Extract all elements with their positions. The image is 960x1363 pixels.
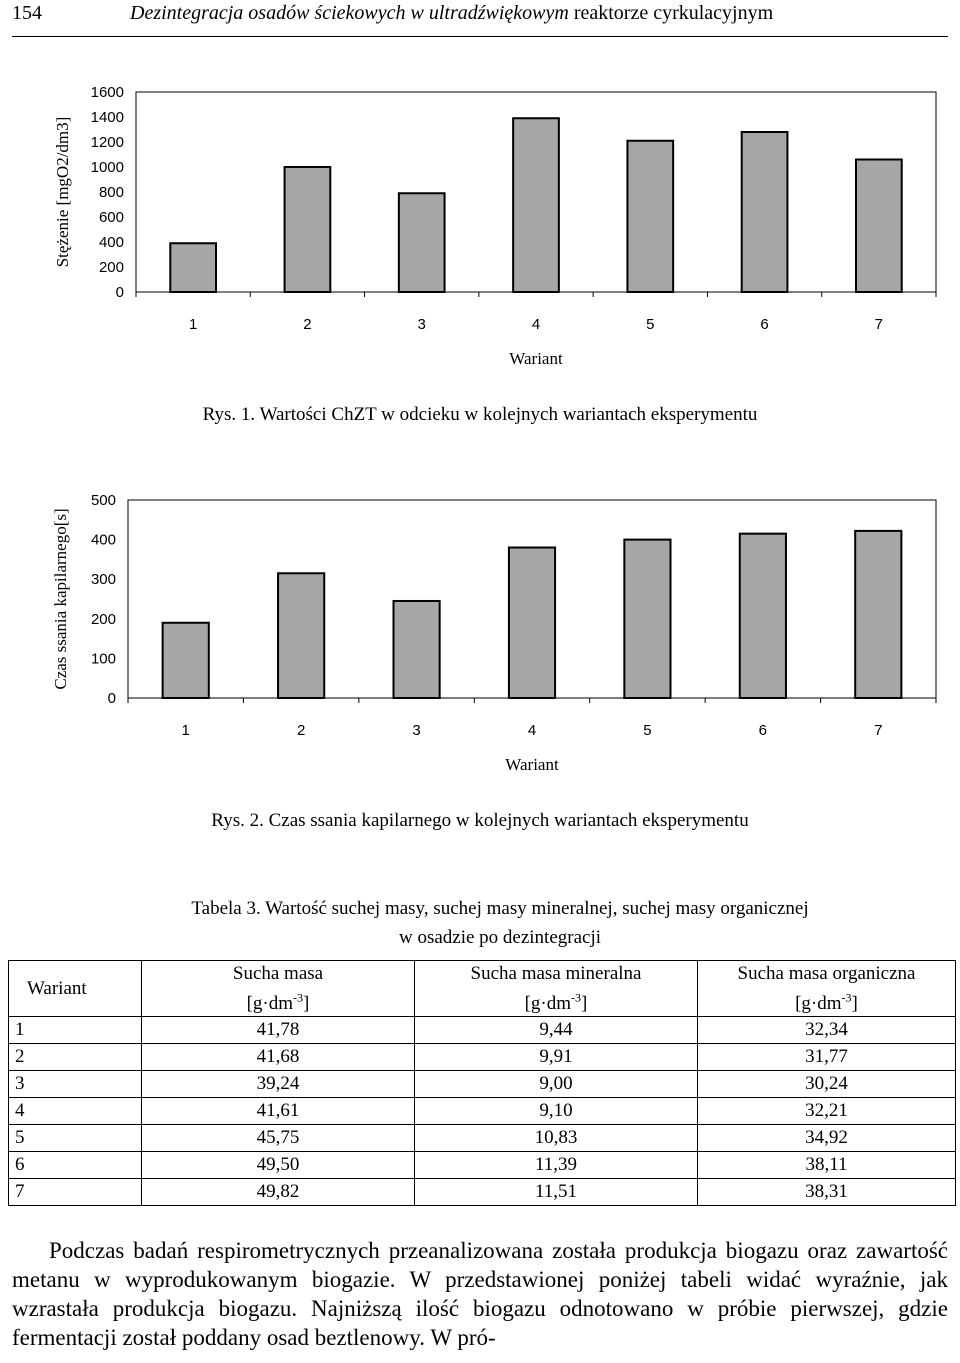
bar xyxy=(740,534,786,698)
col3-unit: $[g\cdot dm^{-3}]$ xyxy=(795,991,858,1015)
cell-organiczna: 32,21 xyxy=(698,1098,956,1125)
bar xyxy=(624,540,670,698)
x-tick-label: 7 xyxy=(874,722,883,739)
y-axis-title: Stężenie [mgO2/dm3] xyxy=(53,116,72,268)
x-tick-label: 6 xyxy=(758,722,768,739)
running-title-italic: Dezintegracja osadów ściekowych w ultradźwiękowym xyxy=(130,2,569,24)
bar xyxy=(856,160,902,293)
x-axis-title: Wariant xyxy=(505,755,559,774)
y-tick-label: 400 xyxy=(98,234,124,251)
table-caption xyxy=(120,894,880,952)
x-tick-label: 2 xyxy=(303,316,312,333)
y-tick-label: 0 xyxy=(107,690,116,707)
cell-mineralna: 9,10 xyxy=(415,1098,698,1125)
bar xyxy=(627,141,673,292)
x-tick-label: 5 xyxy=(643,722,652,739)
y-tick-label: 200 xyxy=(90,610,116,628)
bar xyxy=(509,548,555,698)
x-tick-label: 4 xyxy=(527,722,537,739)
x-tick-label: 1 xyxy=(181,722,190,739)
col1-unit: $[g\cdot dm^{-3}]$ xyxy=(246,991,310,1015)
cell-sucha-masa: 41,78 xyxy=(142,1017,415,1044)
cell-organiczna: 31,77 xyxy=(698,1044,956,1071)
cell-mineralna: 11,39 xyxy=(415,1152,698,1179)
col-header-wariant: Wariant xyxy=(9,961,142,1017)
table-caption-line2: w osadzie po dezintegracji xyxy=(398,927,602,948)
col-header-sucha-masa-organiczna xyxy=(698,961,956,1017)
bar xyxy=(742,132,788,292)
figure-1-caption: Rys. 1. Wartości ChZT w odcieku w kolejnych wariantach eksperymentu xyxy=(202,404,758,425)
y-tick-label: 300 xyxy=(90,571,116,589)
cell-organiczna: 30,24 xyxy=(698,1071,956,1098)
y-tick-label: 200 xyxy=(98,259,124,276)
cell-sucha-masa: 41,61 xyxy=(142,1098,415,1125)
page-number: 154 xyxy=(12,2,42,24)
cell-organiczna: 32,34 xyxy=(698,1017,956,1044)
y-tick-label: 100 xyxy=(90,650,116,668)
table-row xyxy=(9,1179,956,1206)
cell-wariant: 3 xyxy=(9,1071,142,1098)
x-tick-label: 6 xyxy=(760,316,769,333)
table-row xyxy=(9,1044,956,1071)
table-header-row xyxy=(9,961,956,1017)
col2-label: Sucha masa mineralna xyxy=(470,963,642,984)
y-tick-label: 0 xyxy=(115,284,124,301)
body-text: Podczas badań respirometrycznych przeanalizowana została produkcja biogazu oraz zawartość metanu w wyprodukowanym biogazie. W przedstawionej poniżej tabeli widać wyraźnie, jak wzrastała produkcja biogazu. Najniższą ilość biogazu odnotowano w próbie pierwszej, gdzie fermentacji został poddany osad beztlenowy. W pró- xyxy=(12,1238,948,1350)
x-tick-label: 1 xyxy=(188,316,198,333)
cell-organiczna: 38,31 xyxy=(698,1179,956,1206)
x-tick-label: 7 xyxy=(874,316,884,333)
body-paragraph xyxy=(12,1236,948,1352)
col3-label: Sucha masa organiczna xyxy=(737,963,916,984)
bar xyxy=(393,601,439,698)
col-header-sucha-masa-mineralna xyxy=(415,961,698,1017)
running-title xyxy=(130,2,773,25)
bar xyxy=(513,118,559,292)
x-axis-title: Wariant xyxy=(509,349,563,368)
bar xyxy=(285,167,331,292)
y-tick-label: 400 xyxy=(90,531,116,549)
table-row xyxy=(9,1152,956,1179)
running-title-upright: reaktorze cyrkulacyjnym xyxy=(568,2,774,24)
table-caption-line1: Tabela 3. Wartość suchej masy, suchej masy mineralnej, suchej masy organicznej xyxy=(191,898,809,919)
x-tick-label: 2 xyxy=(296,722,306,739)
chzt-bar-chart xyxy=(0,70,960,380)
cell-wariant: 4 xyxy=(9,1098,142,1125)
cell-wariant: 6 xyxy=(9,1152,142,1179)
cst-bar-chart xyxy=(0,478,960,788)
y-axis-title: Czas ssania kapilarnego[s] xyxy=(51,508,70,690)
col-header-sucha-masa xyxy=(142,961,415,1017)
cell-sucha-masa: 49,50 xyxy=(142,1152,415,1179)
figure-2-caption: Rys. 2. Czas ssania kapilarnego w kolejnych wariantach eksperymentu xyxy=(211,810,749,831)
col1-label: Sucha masa xyxy=(232,963,324,984)
y-tick-label: 500 xyxy=(90,492,116,509)
table-row xyxy=(9,1125,956,1152)
dry-mass-table xyxy=(8,960,956,1206)
col2-unit: $[g\cdot dm^{-3}]$ xyxy=(524,991,588,1015)
cell-sucha-masa: 39,24 xyxy=(142,1071,415,1098)
cell-wariant: 2 xyxy=(9,1044,142,1071)
y-tick-label: 1400 xyxy=(90,109,124,126)
x-tick-label: 3 xyxy=(412,722,421,739)
table-row xyxy=(9,1071,956,1098)
bar xyxy=(170,243,216,292)
table-row xyxy=(9,1017,956,1044)
cell-mineralna: 9,44 xyxy=(415,1017,698,1044)
cell-sucha-masa: 45,75 xyxy=(142,1125,415,1152)
cell-organiczna: 34,92 xyxy=(698,1125,956,1152)
cell-sucha-masa: 41,68 xyxy=(142,1044,415,1071)
bar xyxy=(163,623,209,698)
bar xyxy=(855,531,901,698)
x-tick-label: 4 xyxy=(531,316,541,333)
y-tick-label: 800 xyxy=(98,184,124,201)
y-tick-label: 1000 xyxy=(90,159,124,176)
cell-wariant: 7 xyxy=(9,1179,142,1206)
cell-wariant: 5 xyxy=(9,1125,142,1152)
y-tick-label: 1600 xyxy=(90,84,124,101)
cell-mineralna: 11,51 xyxy=(415,1179,698,1206)
table-row xyxy=(9,1098,956,1125)
y-tick-label: 1200 xyxy=(90,134,124,151)
bar xyxy=(278,573,324,698)
cell-organiczna: 38,11 xyxy=(698,1152,956,1179)
y-tick-label: 600 xyxy=(98,209,124,226)
cell-mineralna: 10,83 xyxy=(415,1125,698,1152)
bar xyxy=(399,193,445,292)
cell-mineralna: 9,91 xyxy=(415,1044,698,1071)
cell-mineralna: 9,00 xyxy=(415,1071,698,1098)
cell-sucha-masa: 49,82 xyxy=(142,1179,415,1206)
x-tick-label: 5 xyxy=(646,316,655,333)
page-header xyxy=(12,0,948,37)
x-tick-label: 3 xyxy=(417,316,426,333)
cell-wariant: 1 xyxy=(9,1017,142,1044)
